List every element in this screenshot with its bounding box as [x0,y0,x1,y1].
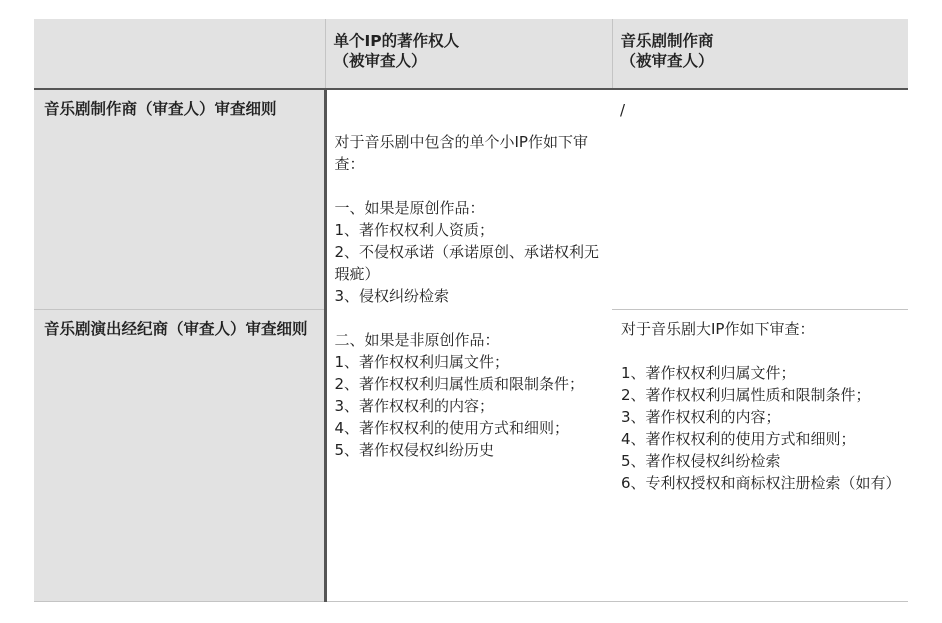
single-ip-intro: 对于音乐剧中包含的单个小IP作如下审查： [334,133,588,173]
table-row [34,89,908,309]
big-ip-item: 1、著作权权利归属文件； [621,363,796,382]
original-item: 2、不侵权承诺（承诺原创、承诺权利无瑕疵） [334,243,600,283]
row-label-broker: 音乐剧演出经纪商（审查人）审查细则 [34,309,325,601]
original-item: 3、侵权纠纷检索 [334,287,450,305]
non-original-item: 2、著作权权利归属性质和限制条件； [334,375,585,393]
non-original-item: 3、著作权权利的内容； [334,397,495,415]
non-original-item: 4、著作权权利的使用方式和细则； [334,419,570,437]
original-section-title: 一、如果是原创作品： [334,199,485,217]
non-original-item: 1、著作权权利归属文件； [334,353,510,371]
big-ip-item: 2、著作权权利归属性质和限制条件； [621,385,871,404]
producer-not-applicable-cell: / [612,89,908,309]
big-ip-item: 5、著作权侵权纠纷检索 [621,451,781,470]
big-ip-review-cell [612,309,908,601]
review-table [34,19,908,602]
header-row [34,19,908,89]
row-label-producer: 音乐剧制作商（审查人）审查细则 [34,89,325,309]
non-original-section-title: 二、如果是非原创作品： [334,331,500,349]
single-ip-review-cell [325,89,612,601]
big-ip-item: 6、专利权授权和商标权注册检索（如有） [621,473,901,492]
header-copyright-holder-subtitle: （被审查人） [333,52,427,70]
big-ip-item: 3、著作权权利的内容； [621,407,781,426]
header-musical-producer [612,19,908,89]
header-empty-cell [34,19,325,89]
big-ip-item: 4、著作权权利的使用方式和细则； [621,429,856,448]
header-copyright-holder-title: 单个IP的著作权人 [333,32,460,50]
non-original-item: 5、著作权侵权纠纷历史 [334,441,495,459]
big-ip-intro: 对于音乐剧大IP作如下审查： [621,319,815,338]
header-musical-producer-subtitle: （被审查人） [620,52,714,70]
header-copyright-holder [325,19,612,89]
original-item: 1、著作权权利人资质； [334,221,495,239]
header-musical-producer-title: 音乐剧制作商 [620,32,714,50]
